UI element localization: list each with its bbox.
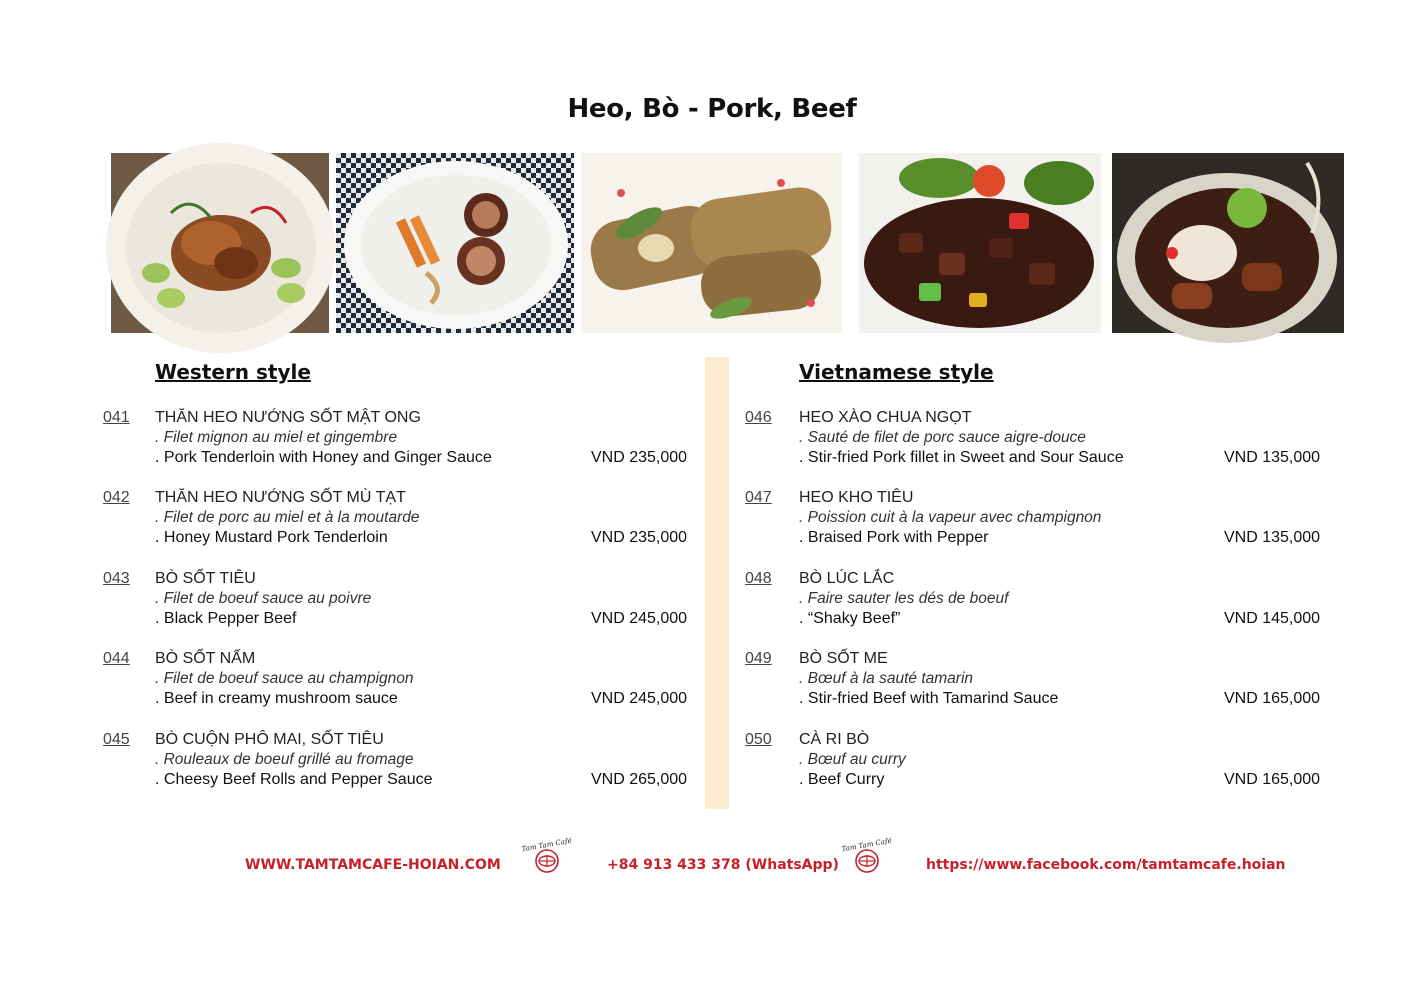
dish-photo-braised-pork — [1112, 153, 1344, 333]
item-name-fr: . Filet de boeuf sauce au poivre — [155, 590, 372, 607]
item-code: 046 — [745, 409, 772, 426]
menu-item-042 — [103, 489, 703, 551]
item-name-en: . Pork Tenderloin with Honey and Ginger Sauce — [155, 449, 492, 466]
item-name-en: . Braised Pork with Pepper — [799, 529, 989, 546]
menu-item-043 — [103, 570, 703, 632]
item-name-vi: THĂN HEO NƯỚNG SỐT MẬT ONG — [155, 409, 421, 426]
item-code: 047 — [745, 489, 772, 506]
item-price: VND 245,000 — [591, 690, 688, 707]
menu-item-049 — [745, 650, 1345, 712]
menu-item-046 — [745, 409, 1345, 471]
item-code: 050 — [745, 731, 772, 748]
item-name-fr: . Bœuf au curry — [799, 751, 906, 768]
item-name-vi: HEO XÀO CHUA NGỌT — [799, 409, 972, 426]
western-style-heading: Western style — [155, 360, 311, 384]
footer-phone-number[interactable]: +84 913 433 378 (WhatsApp) — [607, 857, 839, 873]
item-name-vi: BÒ SỐT ME — [799, 650, 888, 667]
menu-item-044 — [103, 650, 703, 712]
item-name-fr: . Poission cuit à la vapeur avec champignon — [799, 509, 1102, 526]
dish-photo-pork-tenderloin — [111, 153, 329, 333]
item-name-vi: BÒ SỐT TIÊU — [155, 570, 256, 587]
menu-item-041 — [103, 409, 703, 471]
item-name-en: . Honey Mustard Pork Tenderloin — [155, 529, 388, 546]
tamtam-logo-icon — [841, 836, 893, 874]
item-name-fr: . Filet de porc au miel et à la moutarde — [155, 509, 420, 526]
menu-item-050 — [745, 731, 1345, 793]
item-price: VND 165,000 — [1224, 771, 1321, 788]
page-title: Heo, Bò - Pork, Beef — [567, 94, 857, 124]
dish-photo-beef-rolls — [581, 153, 842, 333]
item-price: VND 245,000 — [591, 610, 688, 627]
item-code: 041 — [103, 409, 130, 426]
footer-website-link[interactable]: WWW.TAMTAMCAFE-HOIAN.COM — [245, 857, 501, 873]
item-name-fr: . Filet mignon au miel et gingembre — [155, 429, 398, 446]
item-name-en: . Stir-fried Pork fillet in Sweet and Sour Sauce — [799, 449, 1124, 466]
menu-item-048 — [745, 570, 1345, 632]
item-price: VND 135,000 — [1224, 529, 1321, 546]
item-name-en: . Beef Curry — [799, 771, 885, 788]
item-name-en: . Cheesy Beef Rolls and Pepper Sauce — [155, 771, 433, 788]
menu-item-045 — [103, 731, 703, 793]
item-price: VND 145,000 — [1224, 610, 1321, 627]
item-name-en: . “Shaky Beef” — [799, 610, 901, 627]
item-code: 045 — [103, 731, 130, 748]
item-name-en: . Stir-fried Beef with Tamarind Sauce — [799, 690, 1059, 707]
item-price: VND 135,000 — [1224, 449, 1321, 466]
item-code: 044 — [103, 650, 130, 667]
footer-facebook-link[interactable]: https://www.facebook.com/tamtamcafe.hoian — [926, 857, 1286, 873]
item-name-vi: CÀ RI BÒ — [799, 731, 870, 748]
item-name-fr: . Rouleaux de boeuf grillé au fromage — [155, 751, 414, 768]
item-name-vi: THĂN HEO NƯỚNG SỐT MÙ TẠT — [155, 489, 406, 506]
item-name-fr: . Faire sauter les dés de boeuf — [799, 590, 1009, 607]
item-name-vi: HEO KHO TIÊU — [799, 489, 914, 506]
item-name-fr: . Bœuf à la sauté tamarin — [799, 670, 974, 687]
vietnamese-style-heading: Vietnamese style — [799, 360, 994, 384]
logo-script: Tam Tam Café — [521, 836, 573, 854]
item-name-fr: . Sauté de filet de porc sauce aigre-douce — [799, 429, 1086, 446]
item-code: 042 — [103, 489, 130, 506]
item-price: VND 235,000 — [591, 449, 688, 466]
item-name-en: . Black Pepper Beef — [155, 610, 297, 627]
item-price: VND 165,000 — [1224, 690, 1321, 707]
item-name-vi: BÒ LÚC LẮC — [799, 570, 895, 587]
dish-photo-shaky-beef — [859, 153, 1101, 333]
item-name-en: . Beef in creamy mushroom sauce — [155, 690, 398, 707]
tamtam-logo-icon — [521, 836, 573, 874]
item-name-vi: BÒ CUỘN PHÔ MAI, SỐT TIÊU — [155, 731, 384, 748]
item-name-vi: BÒ SỐT NẤM — [155, 650, 256, 667]
item-code: 043 — [103, 570, 130, 587]
logo-script: Tam Tam Café — [841, 836, 893, 854]
item-code: 049 — [745, 650, 772, 667]
item-price: VND 265,000 — [591, 771, 688, 788]
item-code: 048 — [745, 570, 772, 587]
dish-photo-mustard-pork — [336, 153, 574, 333]
column-divider — [705, 357, 729, 809]
menu-item-047 — [745, 489, 1345, 551]
item-price: VND 235,000 — [591, 529, 688, 546]
item-name-fr: . Filet de boeuf sauce au champignon — [155, 670, 414, 687]
